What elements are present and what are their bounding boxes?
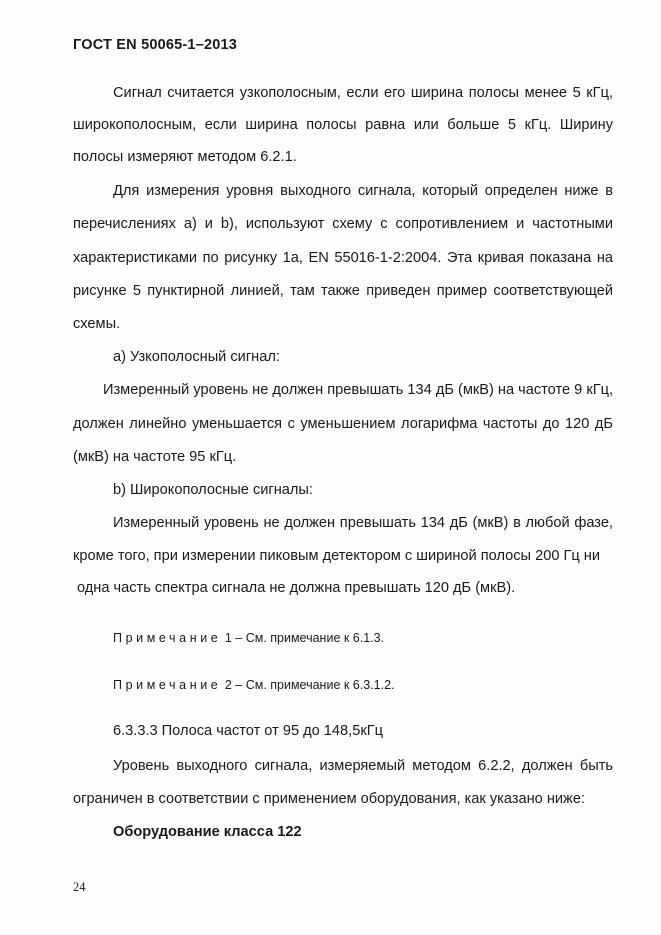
note-1 (113, 631, 384, 645)
section-line-2: ограничен в соответствии с применением оборудования, как указано ниже: (73, 791, 585, 807)
paragraph-1-line-2: широкополосным, если ширина полосы равна или больше 5 кГц. Ширину (73, 117, 613, 133)
note-1-word: Примечание (113, 631, 222, 645)
item-a-label: a) Узкополосный сигнал: (113, 349, 280, 365)
item-b-label: b) Широкополосные сигналы: (113, 482, 313, 498)
paragraph-1-line-1: Сигнал считается узкополосным, если его ширина полосы менее 5 кГц, (113, 85, 613, 101)
item-a-line-3: (мкВ) на частоте 95 кГц. (73, 449, 237, 465)
paragraph-2-line-3: характеристиками по рисунку 1а, EN 55016-1-2:2004. Эта кривая показана на (73, 250, 613, 266)
section-subheading: Оборудование класса 122 (113, 824, 302, 840)
paragraph-2-line-5: схемы. (73, 316, 121, 332)
paragraph-2-line-4: рисунке 5 пунктирной линией, там также приведен пример соответствующей (73, 283, 613, 299)
note-2-text: 2 – См. примечание к 6.3.1.2. (224, 678, 395, 692)
item-b-line-3: одна часть спектра сигнала не должна превышать 120 дБ (мкВ). (77, 580, 516, 596)
note-2-word: Примечание (113, 678, 222, 692)
section-line-1: Уровень выходного сигнала, измеряемый методом 6.2.2, должен быть (113, 758, 613, 774)
page-number: 24 (73, 880, 86, 894)
item-a-line-2: должен линейно уменьшается с уменьшением логарифма частоты до 120 дБ (73, 416, 613, 432)
paragraph-1-line-3: полосы измеряют методом 6.2.1. (73, 149, 297, 165)
paragraph-2-line-2: перечисленияx a) и b), используют схему с сопротивлением и частотными (73, 216, 613, 232)
paragraph-2-line-1: Для измерения уровня выходного сигнала, который определен ниже в (113, 183, 613, 199)
item-b-line-2: кроме того, при измерении пиковым детектором с шириной полосы 200 Гц ни (73, 548, 601, 564)
note-1-text: 1 – См. примечание к 6.1.3. (224, 631, 385, 645)
note-2 (113, 678, 395, 692)
item-b-line-1: Измеренный уровень не должен превышать 134 дБ (мкВ) в любой фазе, (113, 515, 613, 531)
section-heading: 6.3.3.3 Полоса частот от 95 до 148,5кГц (113, 723, 383, 739)
item-a-line-1: Измеренный уровень не должен превышать 134 дБ (мкВ) на частоте 9 кГц, (103, 382, 614, 398)
document-header: ГОСТ EN 50065-1–2013 (73, 37, 238, 53)
